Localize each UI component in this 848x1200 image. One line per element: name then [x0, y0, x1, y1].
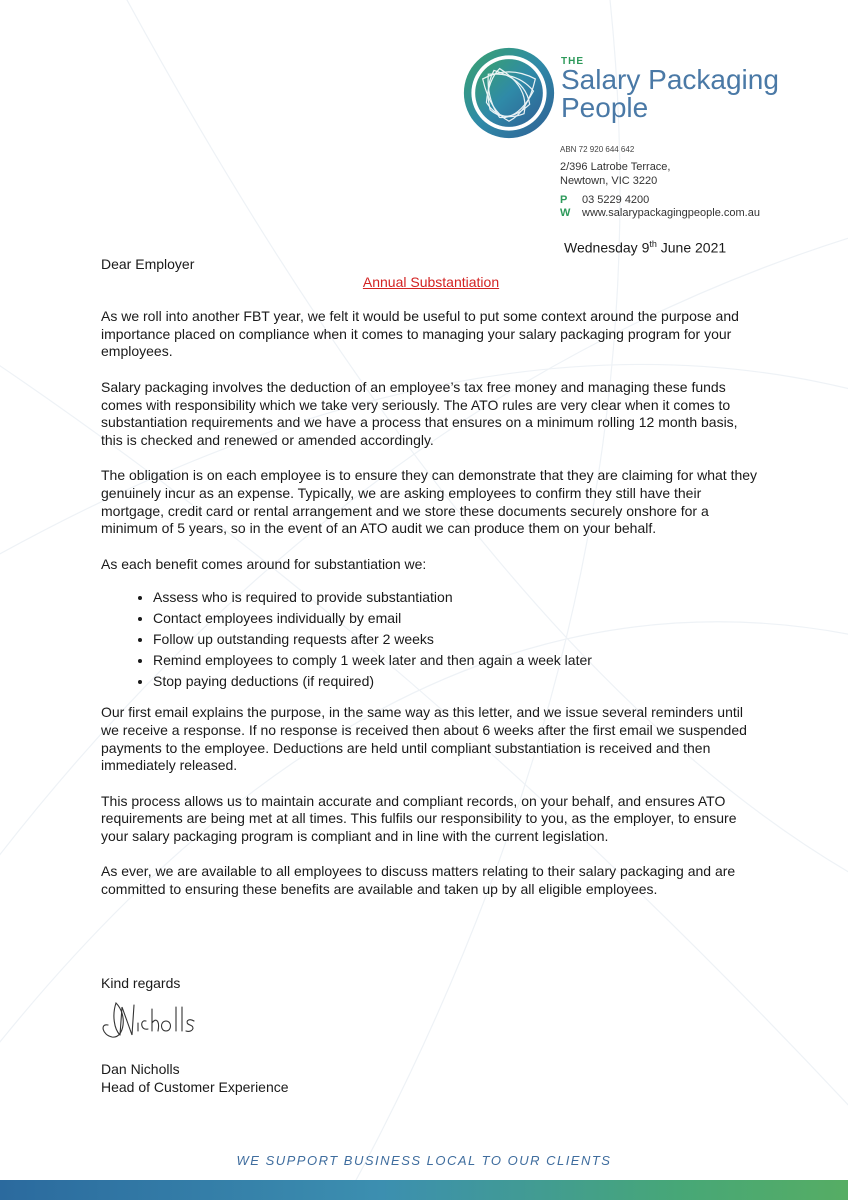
- paragraph-7: As ever, we are available to all employees to discuss matters relating to their salary packaging and are committed to ensuring these benefits are available and taken up by all eligible employees.: [101, 863, 736, 898]
- list-item: • Follow up outstanding requests after 2 weeks: [153, 629, 761, 650]
- brand-name: [561, 56, 779, 122]
- letter-date: [564, 239, 726, 256]
- phone-number: 03 5229 4200: [582, 194, 650, 206]
- signer-name: Dan Nicholls: [101, 1061, 180, 1077]
- phone-label: P: [560, 194, 568, 206]
- substantiation-steps: [101, 587, 761, 692]
- footer-tagline: WE SUPPORT BUSINESS LOCAL TO OUR CLIENTS: [236, 1153, 612, 1168]
- signer-block: [101, 1061, 289, 1096]
- date-day: Wednesday 9: [564, 239, 650, 256]
- signoff: Kind regards: [101, 975, 181, 991]
- signer-title: Head of Customer Experience: [101, 1078, 289, 1095]
- paragraph-1: As we roll into another FBT year, we felt it would be useful to put some context around the purpose and importance placed on compliance when it comes to managing your salary packaging program for your employees.: [101, 308, 739, 360]
- paragraph-4: As each benefit comes around for substantiation we:: [101, 555, 427, 572]
- address-line1: 2/396 Latrobe Terrace,: [560, 161, 671, 173]
- website: www.salarypackagingpeople.com.au: [582, 207, 760, 219]
- list-item: • Remind employees to comply 1 week later and then again a week later: [153, 650, 761, 671]
- date-rest: June 2021: [656, 239, 727, 256]
- spiral-logo-icon: [462, 46, 556, 140]
- address-line2: Newtown, VIC 3220: [560, 175, 658, 187]
- footer-bar: [0, 1180, 848, 1200]
- paragraph-6: This process allows us to maintain accurate and compliant records, on your behalf, and ensures ATO requirements are being met at all times. This fulfils our responsibility to you, as the employer, to ensure your salary packaging program is compliant and in line with the current legislation.: [101, 792, 737, 844]
- paragraph-2: Salary packaging involves the deduction of an employee’s tax free money and managing these funds comes with responsibility which we take very seriously. The ATO rules are very clear when it comes to substantiation requirements and we have a process that ensures on a minimum rolling 12 month basis, this is checked and renewed or amended accordingly.: [101, 378, 738, 448]
- list-item: • Stop paying deductions (if required): [153, 671, 761, 692]
- abn: ABN 72 920 644 642: [560, 145, 635, 154]
- salutation: Dear Employer: [101, 256, 195, 272]
- signature: [98, 995, 198, 1043]
- brand-line1: Salary Packaging: [561, 64, 779, 95]
- paragraph-3: The obligation is on each employee is to ensure they can demonstrate that they are claiming for what they genuinely incur as an expense. Typically, we are asking employees to confirm they still have their mortgage, credit card or rental arrangement and we store these documents securely onshore for a minimum of 5 years, so in the event of an ATO audit we can produce them on your behalf.: [101, 467, 758, 537]
- contact-details: [560, 194, 760, 220]
- web-row: [560, 207, 760, 220]
- list-item: • Assess who is required to provide substantiation: [153, 587, 761, 608]
- company-address: [560, 143, 760, 220]
- brand-the: THE: [561, 56, 584, 67]
- paragraph-5: Our first email explains the purpose, in the same way as this letter, and we issue several reminders until we receive a response. If no response is received then about 6 weeks after the first email we suspended payments to the employee. Deductions are held until compliant substantiation is received and then immediately released.: [101, 704, 747, 774]
- date-suffix: th: [649, 239, 657, 249]
- web-label: W: [560, 207, 571, 219]
- subject-heading: Annual Substantiation: [362, 273, 500, 290]
- brand-line2: People: [561, 92, 649, 123]
- phone-row: [560, 194, 760, 207]
- list-item: • Contact employees individually by email: [153, 608, 761, 629]
- letter-body: [101, 256, 761, 917]
